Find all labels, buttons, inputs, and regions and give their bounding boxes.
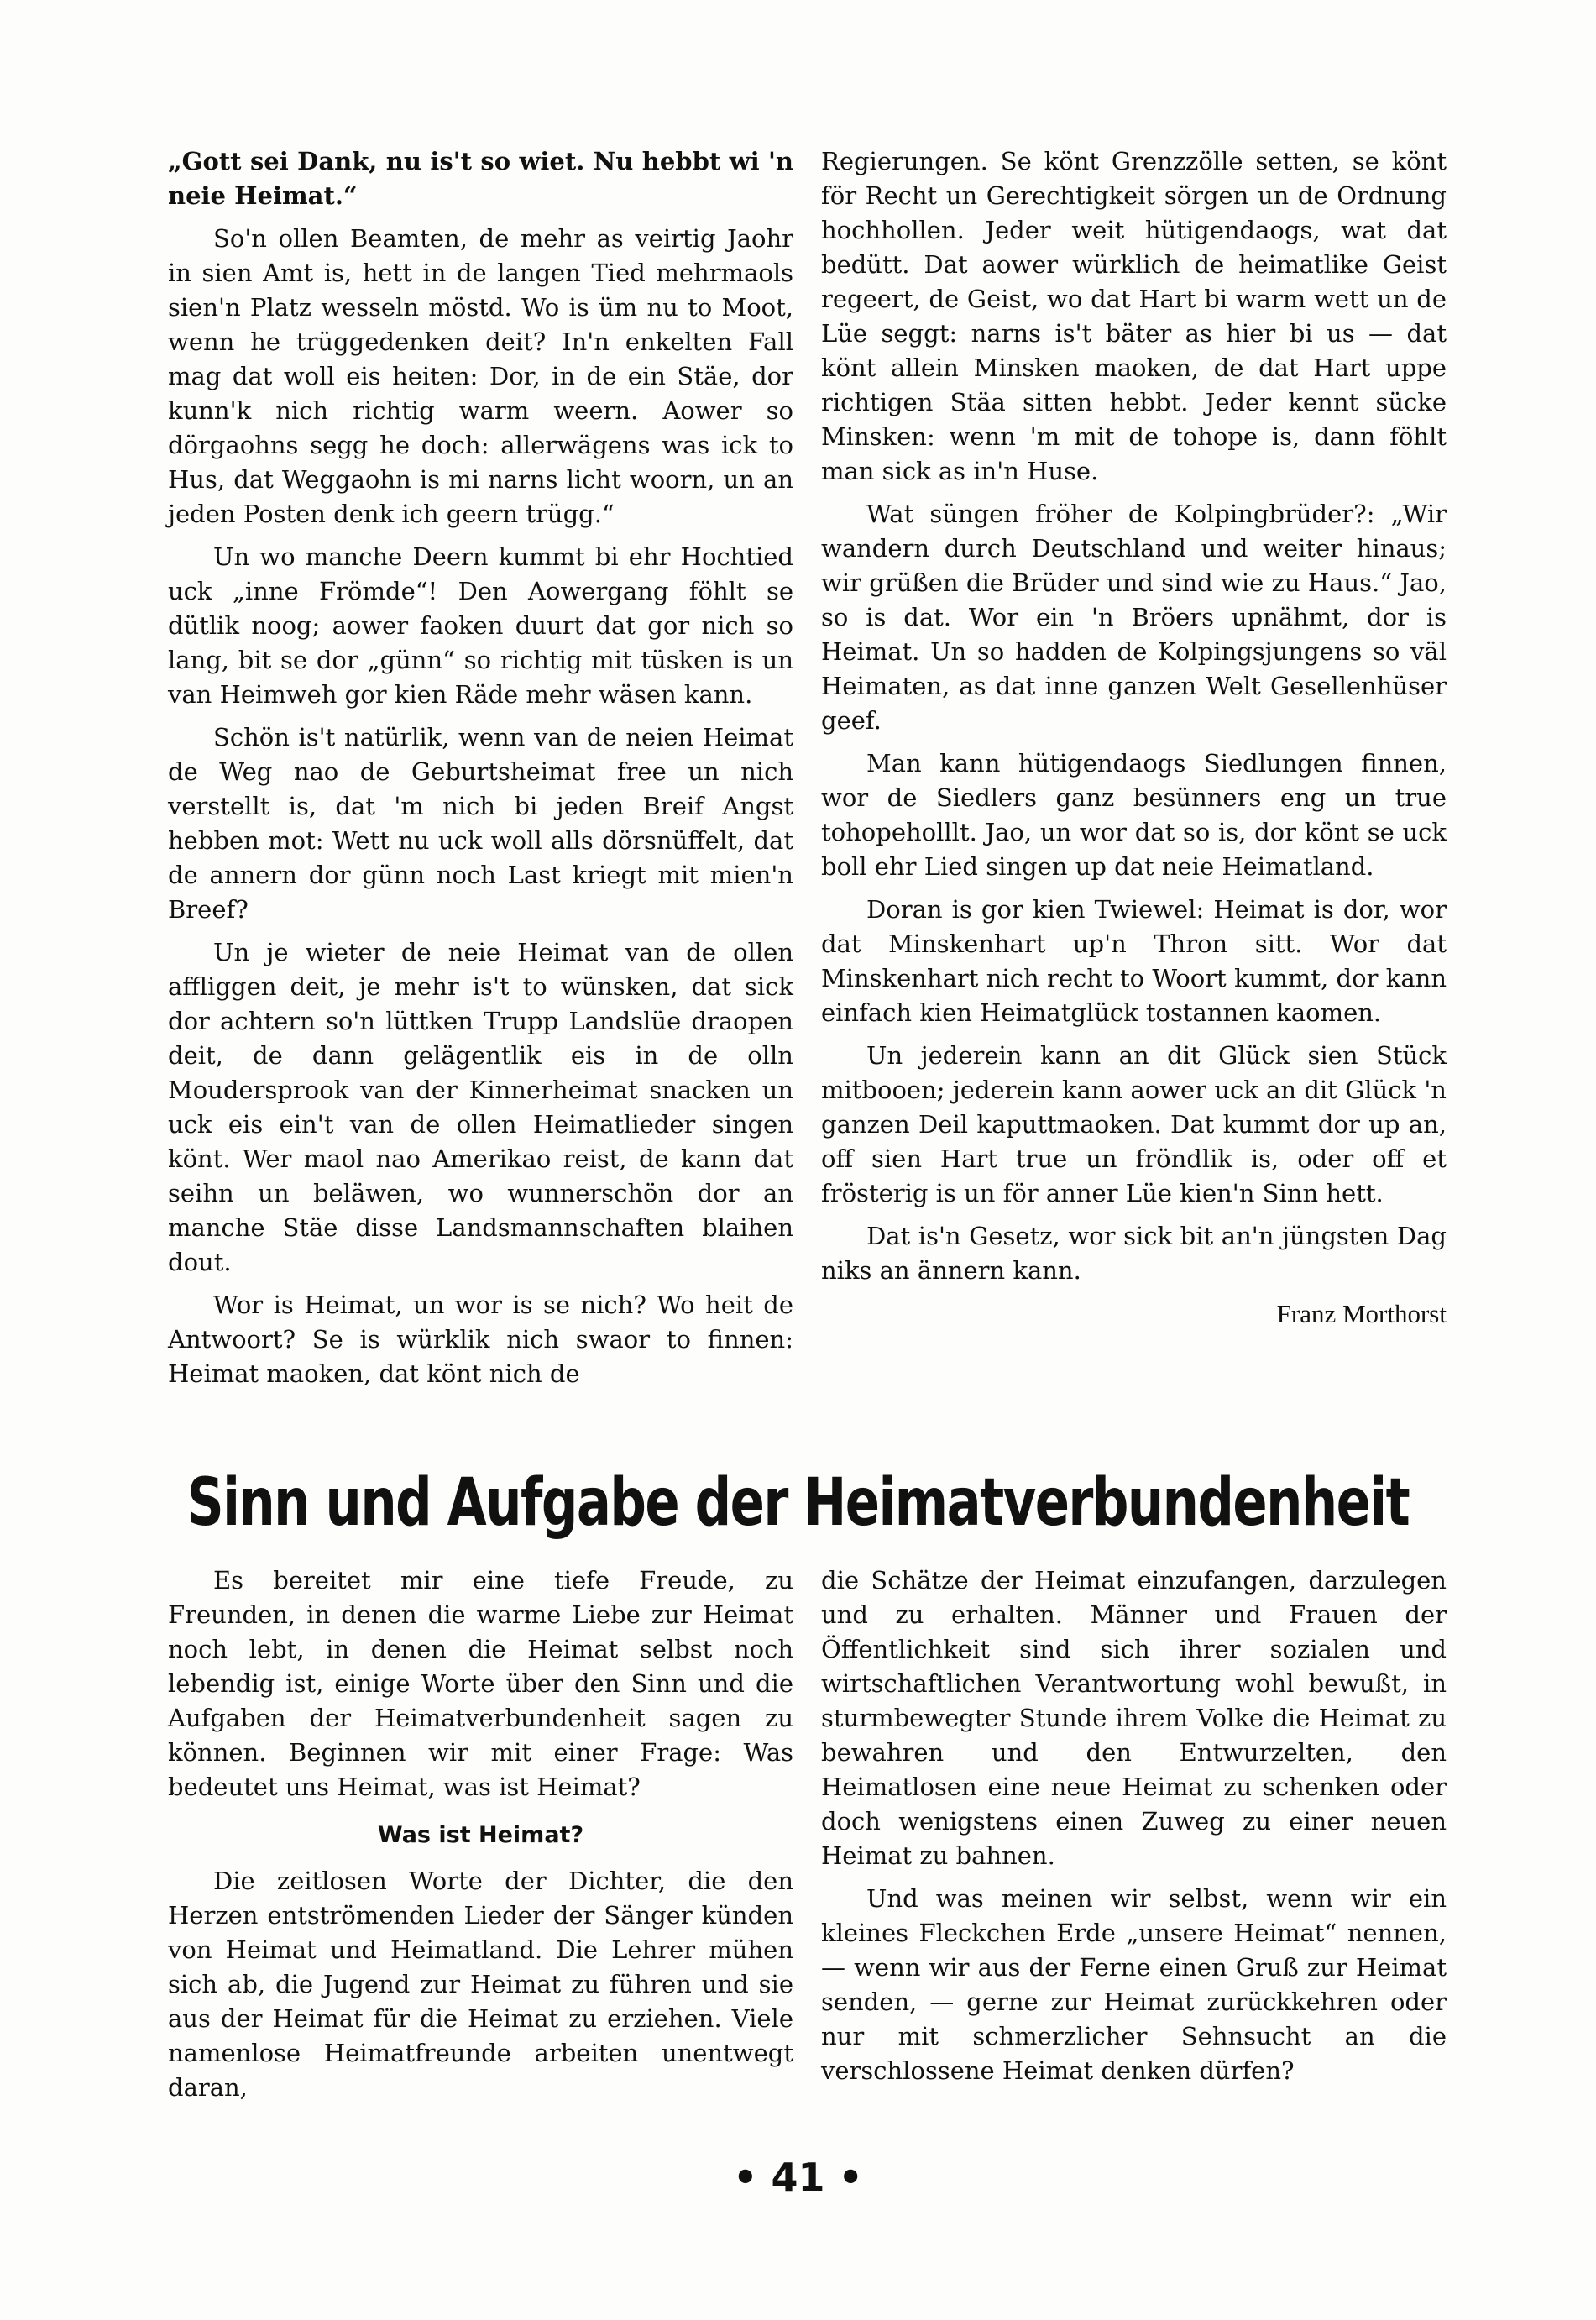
paragraph: Un je wieter de neie Heimat van de ollen affliggen deit, je mehr is't to wünsken, dat sick dor achtern so'n lüttken Trupp Landslüe draopen deit, de dann gelägentlik eis in de olln Moudersprook van der Kinnerheimat snacken un uck eis ein't van de ollen Heimatlieder singen könt. Wer maol nao Amerikao reist, de kann dat seihn un beläwen, wo wunnerschön dor an manche Stäe disse Landsmannschaften blaihen dout.	[168, 938, 793, 1276]
column-right-lower	[821, 1563, 1447, 2097]
paragraph: Doran is gor kien Twiewel: Heimat is dor, wor dat Minskenhart up'n Thron sitt. Wor dat Minskenhart nich recht to Woort kummt, dor kann einfach kien Heimatglück tostannen kaomen.	[821, 895, 1447, 1027]
paragraph: Man kann hütigendaogs Siedlungen finnen, wor de Siedlers ganz besünners eng un true tohopeholllt. Jao, un wor dat so is, dor könt se uck boll ehr Lied singen up dat neie Heimatland.	[821, 749, 1447, 881]
paragraph: Die zeitlosen Worte der Dichter, die den Herzen entströmenden Lieder der Sänger künden von Heimat und Heimatland. Die Lehrer mühen sich ab, die Jugend zur Heimat zu führen und sie aus der Heimat für die Heimat zu erziehen. Viele namenlose Heimatfreunde arbeiten unentwegt daran,	[168, 1867, 793, 2102]
paragraph: „Gott sei Dank, nu is't so wiet. Nu hebbt wi 'n neie Heimat.“	[168, 147, 793, 210]
author-signature: Franz Morthorst	[1276, 1299, 1447, 1328]
paragraph: Wat süngen fröher de Kolpingbrüder?: „Wir wandern durch Deutschland und weiter hinaus; wir grüßen die Brüder und sind wie zu Haus.“ Jao, so is dat. Wor ein 'n Bröers upnähmt, dor is Heimat. Un so hadden de Kolpingsjungens so väl Heimaten, as dat inne ganzen Welt Gesellenhüser geef.	[821, 500, 1447, 735]
paragraph: Wor is Heimat, un wor is se nich? Wo heit de Antwoort? Se is würklik nich swaor to finnen: Heimat maoken, dat könt nich de	[168, 1291, 793, 1388]
paragraph: Regierungen. Se könt Grenzzölle setten, se könt för Recht un Gerechtigkeit sörgen un de Ordnung hochhollen. Jeder weit hütigendaogs, wat dat bedütt. Dat aower würklich de heimatlike Geist regeert, de Geist, wo dat Hart bi warm wett un de Lüe seggt: narns is't bäter as hier bi us — dat könt allein Minsken maoken, de dat Hart uppe richtigen Stäa sitten hebbt. Jeder kennt sücke Minsken: wenn 'm mit de tohope is, dann föhlt man sick as in'n Huse.	[821, 147, 1447, 485]
paragraph: Und was meinen wir selbst, wenn wir ein kleines Fleckchen Erde „unsere Heimat“ nennen, — wenn wir aus der Ferne einen Gruß zur Heimat senden, — gerne zur Heimat zurückkehren oder nur mit schmerzlicher Sehnsucht an die verschlossene Heimat denken dürfen?	[821, 1884, 1447, 2085]
column-right-upper	[821, 144, 1447, 1339]
subheading: Was ist Heimat?	[377, 1822, 584, 1848]
article-headline: Sinn und Aufgabe der Heimatverbundenheit	[186, 1465, 1410, 1541]
paragraph: die Schätze der Heimat einzufangen, darzulegen und zu erhalten. Männer und Frauen der Öffentlichkeit sind sich ihrer sozialen und wirtschaftlichen Verantwortung wohl bewußt, in sturmbewegter Stunde ihrem Volke die Heimat zu bewahren und den Entwurzelten, den Heimatlosen eine neue Heimat zu schenken oder doch wenigstens einen Zuweg zu einer neuen Heimat zu bahnen.	[821, 1566, 1447, 1870]
column-left-lower	[168, 1563, 793, 2113]
paragraph: Un jederein kann an dit Glück sien Stück mitbooen; jederein kann aower uck an dit Glück 'n ganzen Deil kaputtmaoken. Dat kummt dor up an, off sien Hart true un fröndlik is, oder off et frösterig is un för anner Lüe kien'n Sinn hett.	[821, 1041, 1447, 1207]
column-left-upper	[168, 144, 793, 1400]
paragraph: Dat is'n Gesetz, wor sick bit an'n jüngsten Dag niks an ännern kann.	[821, 1222, 1447, 1285]
paragraph: Schön is't natürlik, wenn van de neien Heimat de Weg nao de Geburtsheimat free un nich verstellt is, dat 'm nich bi jeden Breif Angst hebben mot: Wett nu uck woll alls dörsnüffelt, dat de annern dor günn noch Last kriegt mit mien'n Breef?	[168, 723, 793, 924]
page-number: • 41 •	[733, 2155, 863, 2200]
paragraph: So'n ollen Beamten, de mehr as veirtig Jaohr in sien Amt is, hett in de langen Tied mehrmaols sien'n Platz wesseln möstd. Wo is üm nu to Moot, wenn he trüggedenken deit? In'n enkelten Fall mag dat woll eis heiten: Dor, in de ein Stäe, dor kunn'k nich richtig warm weern. Aower so dörgaohns segg he doch: allerwägens was ick to Hus, dat Weggaohn is mi narns licht woorn, un an jeden Posten denk ich geern trügg.“	[168, 224, 793, 528]
paragraph: Es bereitet mir eine tiefe Freude, zu Freunden, in denen die warme Liebe zur Heimat noch lebt, in denen die Heimat selbst noch lebendig ist, einige Worte über den Sinn und die Aufgaben der Heimatverbundenheit sagen zu können. Beginnen wir mit einer Frage: Was bedeutet uns Heimat, was ist Heimat?	[168, 1566, 793, 1801]
paragraph: Un wo manche Deern kummt bi ehr Hochtied uck „inne Frömde“! Den Aowergang föhlt se dütlik noog; aower faoken duurt dat gor nich so lang, bit se dor „günn“ so richtig mit tüsken is un van Heimweh gor kien Räde mehr wäsen kann.	[168, 542, 793, 709]
